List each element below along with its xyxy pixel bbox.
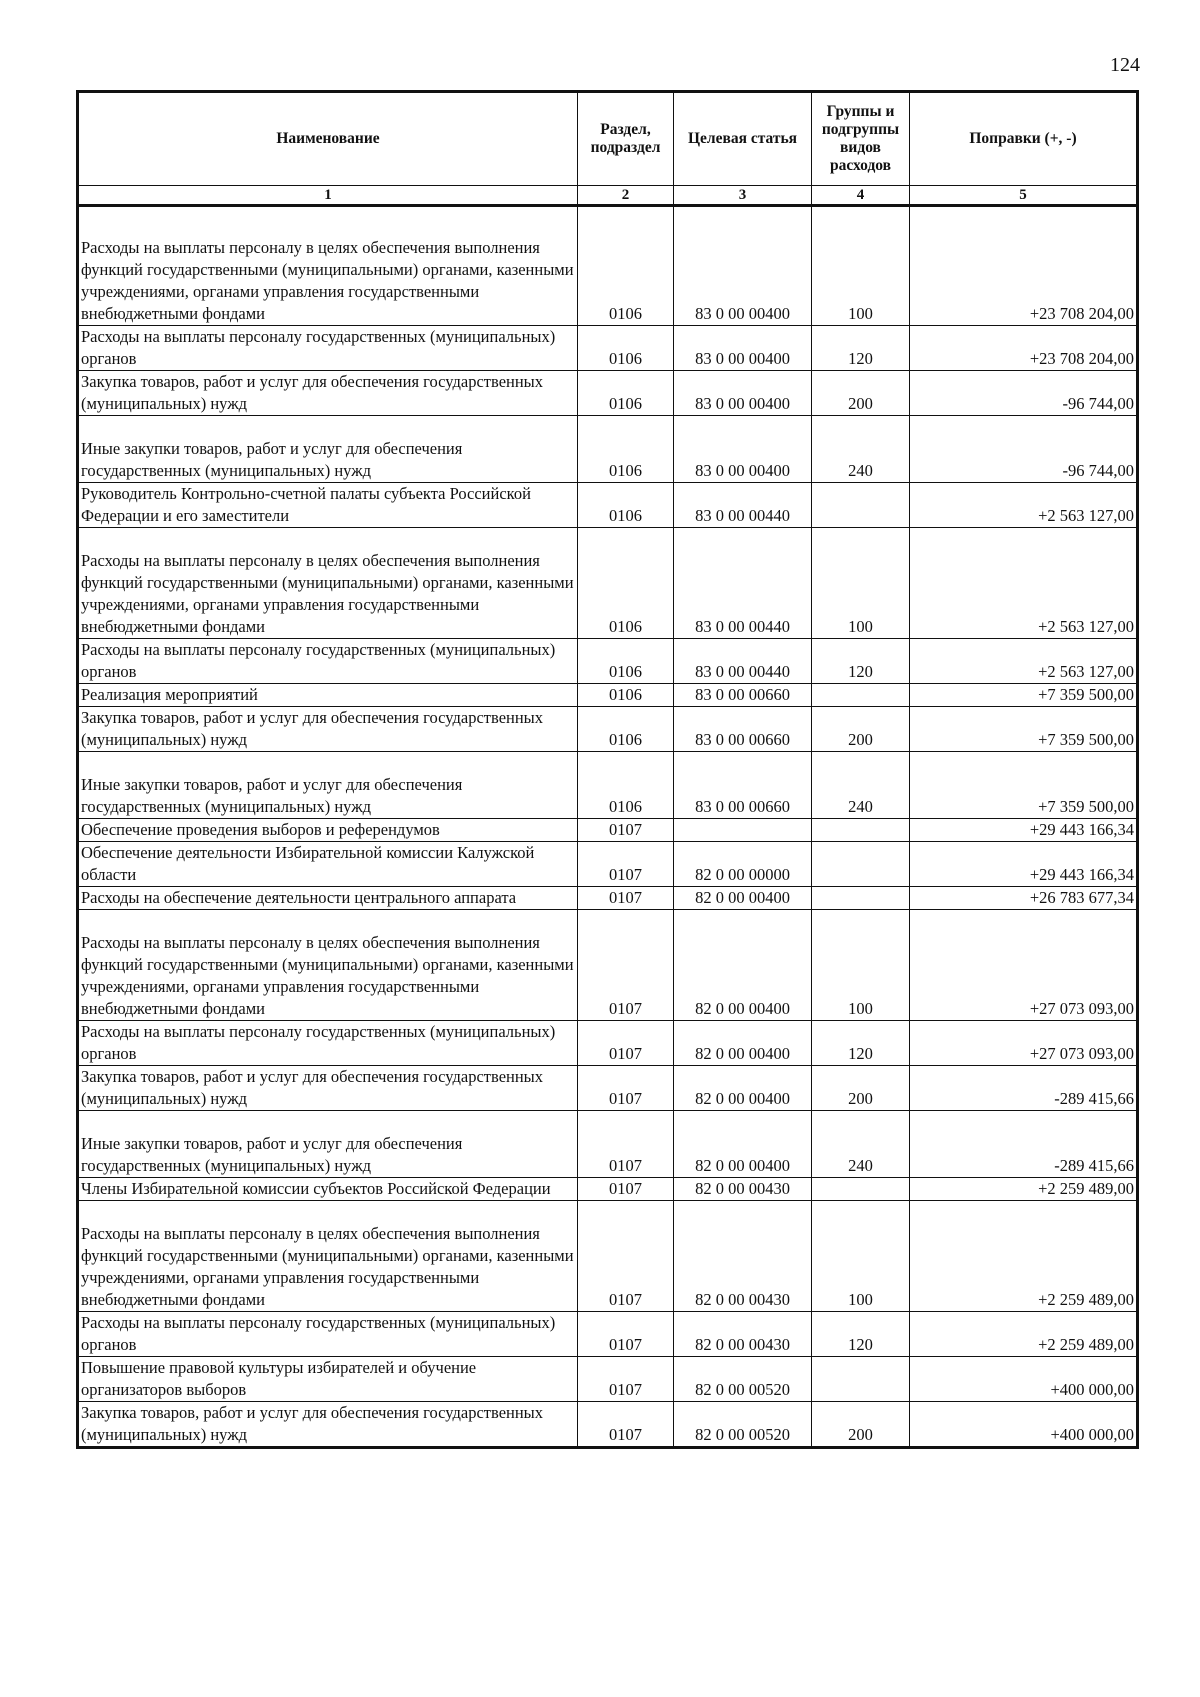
row-section: 0107 <box>578 1312 674 1357</box>
row-target: 82 0 00 00430 <box>674 1312 812 1357</box>
row-target: 83 0 00 00400 <box>674 326 812 371</box>
row-target: 83 0 00 00440 <box>674 639 812 684</box>
row-amount: +29 443 166,34 <box>910 819 1138 842</box>
row-name: Руководитель Контрольно-счетной палаты субъекта Российской Федерации и его заместители <box>78 483 578 528</box>
row-name: Иные закупки товаров, работ и услуг для обеспечения государственных (муниципальных) нужд <box>78 1111 578 1178</box>
row-name: Расходы на выплаты персоналу государственных (муниципальных) органов <box>78 1312 578 1357</box>
row-target: 83 0 00 00400 <box>674 416 812 483</box>
row-amount: +26 783 677,34 <box>910 887 1138 910</box>
row-group: 200 <box>812 1066 910 1111</box>
row-group: 100 <box>812 206 910 326</box>
column-number: 1 <box>78 186 578 206</box>
row-section: 0107 <box>578 910 674 1021</box>
header-name: Наименование <box>78 92 578 186</box>
row-group: 120 <box>812 1312 910 1357</box>
row-section: 0107 <box>578 842 674 887</box>
row-section: 0107 <box>578 1021 674 1066</box>
header-section: Раздел, подраздел <box>578 92 674 186</box>
row-section: 0106 <box>578 528 674 639</box>
row-section: 0106 <box>578 371 674 416</box>
row-section: 0106 <box>578 639 674 684</box>
row-name: Повышение правовой культуры избирателей и обучение организаторов выборов <box>78 1357 578 1402</box>
row-group: 240 <box>812 416 910 483</box>
table-row <box>78 887 1138 910</box>
row-amount: +27 073 093,00 <box>910 1021 1138 1066</box>
table-row <box>78 1312 1138 1357</box>
row-group <box>812 887 910 910</box>
row-amount: +2 259 489,00 <box>910 1312 1138 1357</box>
row-group: 240 <box>812 1111 910 1178</box>
row-amount: +2 563 127,00 <box>910 639 1138 684</box>
row-group: 100 <box>812 528 910 639</box>
header-amendments: Поправки (+, -) <box>910 92 1138 186</box>
table-row <box>78 684 1138 707</box>
row-group: 120 <box>812 326 910 371</box>
row-group <box>812 684 910 707</box>
row-name: Расходы на выплаты персоналу в целях обеспечения выполнения функций государственными (муниципальными) органами, казенными учреждениями, органами управления государственными внебюджетными фондами <box>78 206 578 326</box>
row-target: 83 0 00 00400 <box>674 371 812 416</box>
row-amount: -96 744,00 <box>910 416 1138 483</box>
row-amount: +23 708 204,00 <box>910 326 1138 371</box>
row-name: Закупка товаров, работ и услуг для обеспечения государственных (муниципальных) нужд <box>78 1066 578 1111</box>
row-amount: +27 073 093,00 <box>910 910 1138 1021</box>
row-name: Расходы на выплаты персоналу в целях обеспечения выполнения функций государственными (муниципальными) органами, казенными учреждениями, органами управления государственными внебюджетными фондами <box>78 910 578 1021</box>
header-target: Целевая статья <box>674 92 812 186</box>
table-row <box>78 1178 1138 1201</box>
row-group: 200 <box>812 1402 910 1448</box>
row-section: 0106 <box>578 206 674 326</box>
row-amount: -96 744,00 <box>910 371 1138 416</box>
row-name: Обеспечение проведения выборов и референдумов <box>78 819 578 842</box>
row-target: 82 0 00 00400 <box>674 887 812 910</box>
row-section: 0107 <box>578 1111 674 1178</box>
row-name: Закупка товаров, работ и услуг для обеспечения государственных (муниципальных) нужд <box>78 371 578 416</box>
table-row <box>78 1066 1138 1111</box>
row-target <box>674 819 812 842</box>
table-row <box>78 752 1138 819</box>
budget-amendments-table <box>76 90 1139 1449</box>
row-target: 82 0 00 00430 <box>674 1201 812 1312</box>
row-group <box>812 842 910 887</box>
row-amount: -289 415,66 <box>910 1111 1138 1178</box>
row-target: 82 0 00 00400 <box>674 1021 812 1066</box>
row-target: 83 0 00 00660 <box>674 707 812 752</box>
row-section: 0107 <box>578 1178 674 1201</box>
column-number: 3 <box>674 186 812 206</box>
header-groups: Группы и подгруппы видов расходов <box>812 92 910 186</box>
row-group <box>812 819 910 842</box>
row-section: 0107 <box>578 887 674 910</box>
row-target: 83 0 00 00440 <box>674 483 812 528</box>
table-body <box>78 206 1138 1448</box>
row-target: 82 0 00 00430 <box>674 1178 812 1201</box>
row-group: 200 <box>812 371 910 416</box>
row-target: 82 0 00 00400 <box>674 1111 812 1178</box>
row-name: Расходы на выплаты персоналу государственных (муниципальных) органов <box>78 326 578 371</box>
table-row <box>78 1111 1138 1178</box>
table-row <box>78 707 1138 752</box>
row-name: Расходы на выплаты персоналу в целях обеспечения выполнения функций государственными (муниципальными) органами, казенными учреждениями, органами управления государственными внебюджетными фондами <box>78 1201 578 1312</box>
row-name: Расходы на выплаты персоналу государственных (муниципальных) органов <box>78 639 578 684</box>
table-row <box>78 1402 1138 1448</box>
row-section: 0107 <box>578 819 674 842</box>
row-amount: +7 359 500,00 <box>910 684 1138 707</box>
row-section: 0106 <box>578 752 674 819</box>
row-section: 0107 <box>578 1402 674 1448</box>
row-target: 82 0 00 00000 <box>674 842 812 887</box>
row-section: 0106 <box>578 416 674 483</box>
row-target: 82 0 00 00520 <box>674 1402 812 1448</box>
row-amount: +2 259 489,00 <box>910 1178 1138 1201</box>
table-header-row <box>78 92 1138 186</box>
row-group: 100 <box>812 1201 910 1312</box>
row-section: 0106 <box>578 707 674 752</box>
row-section: 0106 <box>578 684 674 707</box>
row-name: Иные закупки товаров, работ и услуг для обеспечения государственных (муниципальных) нужд <box>78 416 578 483</box>
row-group: 240 <box>812 752 910 819</box>
row-amount: +7 359 500,00 <box>910 752 1138 819</box>
table-row <box>78 1021 1138 1066</box>
table-row <box>78 528 1138 639</box>
row-group: 200 <box>812 707 910 752</box>
row-group: 120 <box>812 639 910 684</box>
column-number: 5 <box>910 186 1138 206</box>
table-row <box>78 910 1138 1021</box>
row-amount: +7 359 500,00 <box>910 707 1138 752</box>
row-name: Обеспечение деятельности Избирательной комиссии Калужской области <box>78 842 578 887</box>
table-row <box>78 416 1138 483</box>
table-row <box>78 1357 1138 1402</box>
row-name: Закупка товаров, работ и услуг для обеспечения государственных (муниципальных) нужд <box>78 1402 578 1448</box>
row-target: 82 0 00 00400 <box>674 1066 812 1111</box>
page-number: 124 <box>1110 54 1140 76</box>
row-group: 120 <box>812 1021 910 1066</box>
row-amount: +400 000,00 <box>910 1402 1138 1448</box>
row-target: 83 0 00 00660 <box>674 684 812 707</box>
row-amount: +2 259 489,00 <box>910 1201 1138 1312</box>
row-group <box>812 1357 910 1402</box>
row-name: Закупка товаров, работ и услуг для обеспечения государственных (муниципальных) нужд <box>78 707 578 752</box>
table-row <box>78 483 1138 528</box>
row-name: Расходы на выплаты персоналу в целях обеспечения выполнения функций государственными (муниципальными) органами, казенными учреждениями, органами управления государственными внебюджетными фондами <box>78 528 578 639</box>
table-row <box>78 842 1138 887</box>
row-section: 0106 <box>578 483 674 528</box>
row-target: 82 0 00 00520 <box>674 1357 812 1402</box>
table-row <box>78 819 1138 842</box>
row-group <box>812 483 910 528</box>
table-row <box>78 371 1138 416</box>
table-row <box>78 1201 1138 1312</box>
row-section: 0107 <box>578 1357 674 1402</box>
table-row <box>78 326 1138 371</box>
row-target: 82 0 00 00400 <box>674 910 812 1021</box>
row-amount: +23 708 204,00 <box>910 206 1138 326</box>
row-section: 0107 <box>578 1066 674 1111</box>
row-target: 83 0 00 00660 <box>674 752 812 819</box>
row-name: Иные закупки товаров, работ и услуг для обеспечения государственных (муниципальных) нужд <box>78 752 578 819</box>
row-name: Члены Избирательной комиссии субъектов Российской Федерации <box>78 1178 578 1201</box>
row-amount: +29 443 166,34 <box>910 842 1138 887</box>
row-section: 0106 <box>578 326 674 371</box>
column-number: 4 <box>812 186 910 206</box>
row-target: 83 0 00 00400 <box>674 206 812 326</box>
table-row <box>78 206 1138 326</box>
column-number-row <box>78 186 1138 206</box>
row-name: Расходы на обеспечение деятельности центрального аппарата <box>78 887 578 910</box>
row-group <box>812 1178 910 1201</box>
row-name: Реализация мероприятий <box>78 684 578 707</box>
row-name: Расходы на выплаты персоналу государственных (муниципальных) органов <box>78 1021 578 1066</box>
row-target: 83 0 00 00440 <box>674 528 812 639</box>
table-row <box>78 639 1138 684</box>
row-amount: +2 563 127,00 <box>910 528 1138 639</box>
column-number: 2 <box>578 186 674 206</box>
row-group: 100 <box>812 910 910 1021</box>
row-section: 0107 <box>578 1201 674 1312</box>
row-amount: +2 563 127,00 <box>910 483 1138 528</box>
row-amount: +400 000,00 <box>910 1357 1138 1402</box>
row-amount: -289 415,66 <box>910 1066 1138 1111</box>
